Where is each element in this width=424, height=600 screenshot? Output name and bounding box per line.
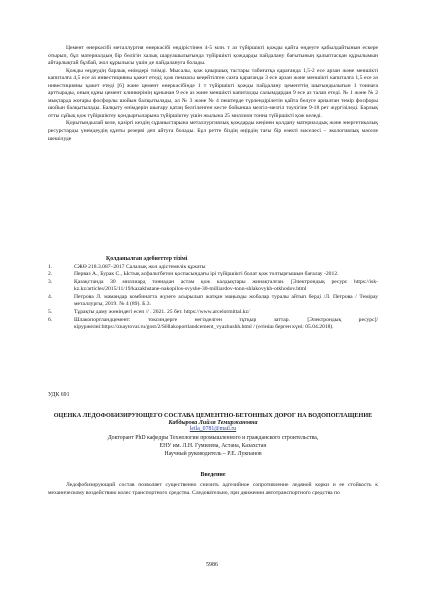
affiliation-line: ЕНУ им. Л.Н. Гумилева, Астана, Казахстан	[159, 442, 267, 449]
reference-text: Тұрақты даму жөніндегі есеп // . 2021. 25 бет. https://www.arcelormittal.kz/	[74, 309, 250, 316]
body-paragraph-2: Қожды өңдеудің барлық өнімдері тиімді. Мысалы, қож қиыршық тастары табиғатқа қарағанда 1,5-2 есе арзан және меншікті капиталға 4,5 есе аз инвестицияны қажет етеді; қож пемзасы кеңейтілген сазға қарағанда 3 есе арзан және меншікті капиталға 1,5 есе аз инвестицияны қажет етеді [6] және цемент өнеркәсібінде 1 т түйіршікті қожды пайдалану цементтің шығындылығын 1 тоннаға арттырады, оның құны цемент клинкерінің құнынан 9 есе аз және меншікті капиталды салымдардан 9 есе аз талап етеді. № 1 және № 2 мықтарда жоғары фосфорлы шойын балқытылады, ал № 3 және № 4 пештерде түрлендірілетін қайта бөлуге арналған темір фосфоры шойын балқытылады. Балқыту өнімдерін шығару қатаң белгіленген кесте бойынша мезгіл-мезгіл тәулігіне 9-18 рет жүргізіледі. Барлық отты сұйық қож түйіршіктеу қондырғыларына түйіршіктеу үшін жылына 25 миллион тонна түйіршікті қож келеді.	[48, 67, 378, 119]
reference-item	[48, 317, 378, 331]
section-heading: Введение	[200, 472, 226, 479]
body-paragraph-1: Цемент өнеркәсібі металлургия өнеркәсібі өндірістінен 4-5 млн. т аз түйіршікті қожды қайта өңдеуге қабылдайтынын ескере отырып, бұл материалдың бір бөлігін халық шаруашылығында түйіршікті қождарды пайдалану бағытының қалыптасқан құрылымын айтарлықтай бұзбай, жол құрылысы үшін де пайдалануға болады.	[48, 45, 378, 67]
reference-item	[48, 294, 378, 308]
udk-code: УДК 691	[48, 392, 70, 398]
reference-number: 6.	[48, 316, 53, 323]
reference-text: Қазақстанда 30 миллиард тоннадан астам қож калдықтары жинақталған. [Электрондық ресурс https://isk-kz.kz/articles/2015/11/19/kazakhstane-nakopilos-svyshe-30-milliardov-tonn-shlakovykh-otkhodov.html	[74, 279, 378, 293]
article-header	[48, 392, 378, 497]
reference-item	[48, 279, 378, 293]
references-list	[48, 264, 378, 332]
reference-text: Шлакопортландцемент: токсиндерге негізделген тұтқыр заттар. [Электрондық ресурс]/кіруржелні:https://znaytovar.ru/gost/2/SHlakoportlandcement_vyazhushh.html / (өтініш берген күні: 05.04.2018).	[74, 316, 378, 331]
author-email-link[interactable]: leila_0781@mail.ru	[189, 426, 237, 432]
reference-number: 1.	[48, 263, 53, 270]
body-text-block	[48, 45, 378, 143]
supervisor-line: Научный руководитель – Р.Е. Лукпанов	[164, 450, 262, 457]
reference-number: 5.	[48, 309, 53, 316]
reference-item	[48, 309, 378, 316]
page-number: 5986	[206, 562, 218, 568]
article-title: ОЦЕНКА ЛЕДОФОБИЗИРУЮЩЕГО СОСТАВА ЦЕМЕНТНО-БЕТОННЫХ ДОРОГ НА ВОДОПОГЛАЩЕНИЕ	[53, 412, 373, 419]
reference-text: Петрова Л. мамандар комбинатта жүзеге асырылып жатқан маңызды жобалар туралы айтып берді /Л. Петрова / Темірау металлургы, 2019. № 4 (89). Б.3.	[74, 294, 378, 308]
intro-paragraph: Ледофобизирующий состав позволяет существенно снизить адгезийное сопротивление ледяной корки и ее стойкость к механическому воздействию колес транспортного средства. Следовательно, при движении автотранспортного средства по	[48, 482, 378, 496]
reference-text: Перваз А., Бурак С., Ыстық асфальтбетон қоспасындағы ірі түйіршікті болат қож толтырғышын бағалау -2012.	[74, 271, 339, 278]
references-section	[48, 256, 378, 332]
reference-item	[48, 264, 378, 271]
body-paragraph-3: Қорытындылай келе, қазіргі кездің сұраныстарына металлургиялық қождарды кеңінен қолдану материалдық және энергетикалық ресурстарды үнемдеудің құнты резерві деп айтуға болады. Бұл ретте біздің өңірдің тағы бір өзекті мәселесі – экологиялық мәселе шешілуде	[48, 120, 378, 142]
references-heading: Қолданылған әдебиеттер тізімі	[106, 256, 188, 262]
reference-number: 3.	[48, 279, 53, 286]
reference-text: СЖӨ 218.3.087–2017 Салалық жол әдістемелік құжаты	[74, 263, 206, 270]
reference-number: 2.	[48, 271, 53, 278]
author-name: Кабдырова Лийля Темиржановна	[168, 420, 258, 426]
affiliation-line: Докторант PhD кафедры Технологии промышленного и гражданского строительства,	[107, 435, 319, 441]
reference-number: 4.	[48, 294, 53, 301]
reference-item	[48, 271, 378, 278]
